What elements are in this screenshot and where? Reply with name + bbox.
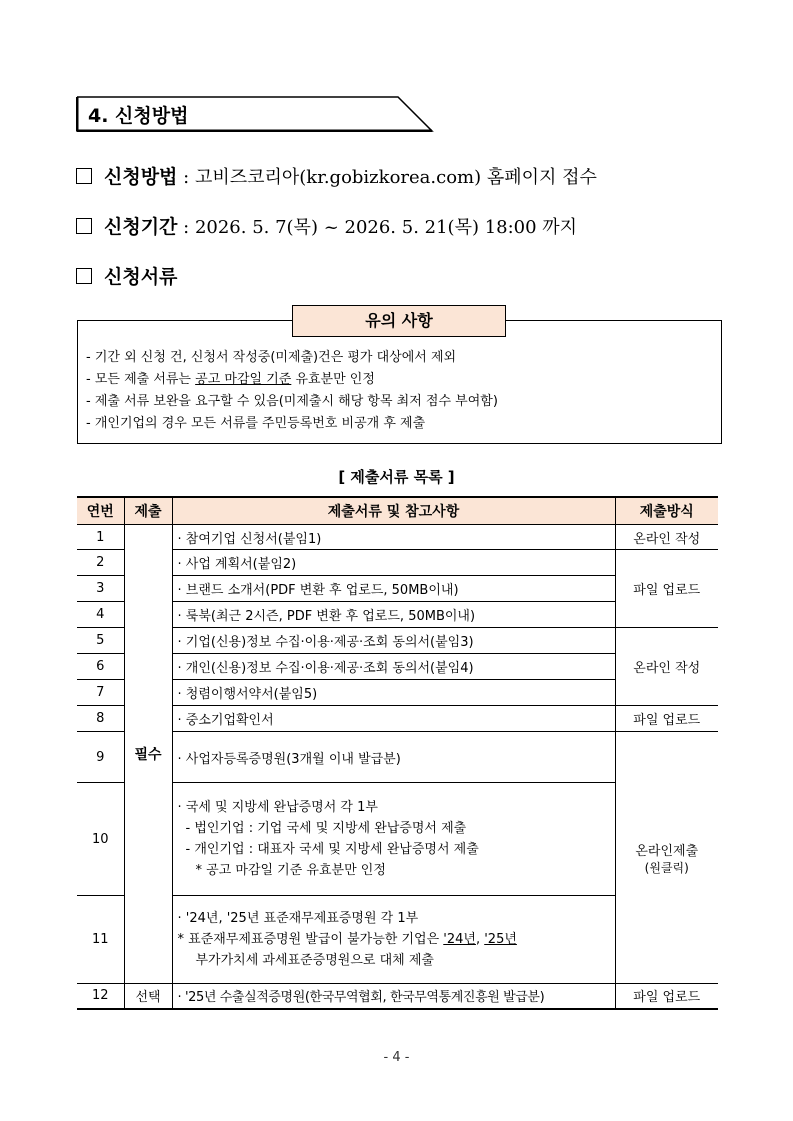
table-row: 2 · 사업 계획서(붙임2) 파일 업로드	[77, 550, 718, 576]
header-no: 연번	[77, 497, 124, 525]
checkbox-icon	[76, 268, 92, 284]
table-row: 8 · 중소기업확인서 파일 업로드	[77, 706, 718, 732]
header-submit: 제출	[124, 497, 172, 525]
online-submit-cell: 온라인제출 (원클릭)	[615, 732, 718, 984]
section-header	[76, 96, 434, 132]
table-row: 6 · 개인(신용)정보 수집·이용·제공·조회 동의서(붙임4)	[77, 654, 718, 680]
notice-item: - 개인기업의 경우 모든 서류를 주민등록번호 비공개 후 제출	[86, 416, 426, 431]
section-title: 4. 신청방법	[88, 105, 189, 127]
table-row: 3 · 브랜드 소개서(PDF 변환 후 업로드, 50MB이내)	[77, 576, 718, 602]
notice-item: - 제출 서류 보완을 요구할 수 있음(미제출시 해당 항목 최저 점수 부여함)	[86, 394, 498, 409]
table-row: 9 · 사업자등록증명원(3개월 이내 발급분) 온라인제출 (원클릭)	[77, 732, 718, 783]
notice-title: 유의 사항	[292, 305, 506, 337]
header-method: 제출방식	[615, 497, 718, 525]
checkbox-icon	[76, 218, 92, 234]
application-method-line	[76, 162, 597, 189]
checkbox-icon	[76, 168, 92, 184]
documents-table	[77, 496, 718, 1010]
header-docs: 제출서류 및 참고사항	[172, 497, 615, 525]
item-label: 신청서류	[104, 266, 178, 288]
item-value: 고비즈코리아(kr.gobizkorea.com) 홈페이지 접수	[194, 167, 597, 188]
item-sep: :	[177, 167, 195, 188]
table-header-row	[77, 497, 718, 525]
table-row: 11 · '24년, '25년 표준재무제표증명원 각 1부 * 표준재무제표증명원 발급이 불가능한 기업은 '24년, '25년 부가가치세 과세표준증명원으로 대체 제출	[77, 896, 718, 984]
required-cell: 필수	[124, 525, 172, 984]
table-row: 4 · 룩북(최근 2시즌, PDF 변환 후 업로드, 50MB이내)	[77, 602, 718, 628]
table-title: [ 제출서류 목록 ]	[338, 468, 455, 486]
notice-list	[86, 347, 498, 435]
item-label: 신청방법	[104, 166, 178, 188]
notice-item: - 모든 제출 서류는 공고 마감일 기준 유효분만 인정	[86, 372, 375, 387]
application-docs-line	[76, 262, 177, 289]
table-row: 5 · 기업(신용)정보 수집·이용·제공·조회 동의서(붙임3) 온라인 작성	[77, 628, 718, 654]
page-number: - 4 -	[383, 1050, 410, 1065]
table-row: 10 · 국세 및 지방세 완납증명서 각 1부 - 법인기업 : 기업 국세 및 지방세 완납증명서 제출 - 개인기업 : 대표자 국세 및 지방세 완납증명서 제출 * 공고 마감일 기준 유효분만 인정	[77, 783, 718, 896]
notice-underline: 공고 마감일 기준	[195, 372, 292, 387]
table-row: 1 필수 · 참여기업 신청서(붙임1) 온라인 작성	[77, 525, 718, 550]
optional-cell: 선택	[124, 984, 172, 1009]
table-row: 12 선택 · '25년 수출실적증명원(한국무역협회, 한국무역통계진흥원 발급분) 파일 업로드	[77, 984, 718, 1009]
notice-item: - 기간 외 신청 건, 신청서 작성중(미제출)건은 평가 대상에서 제외	[86, 350, 457, 365]
item-sep: :	[177, 217, 195, 238]
notice-box	[77, 320, 722, 444]
item-value: 2026. 5. 7(목) ~ 2026. 5. 21(목) 18:00 까지	[194, 217, 578, 238]
table-row: 7 · 청렴이행서약서(붙임5)	[77, 680, 718, 706]
application-period-line	[76, 212, 577, 239]
item-label: 신청기간	[104, 216, 178, 238]
